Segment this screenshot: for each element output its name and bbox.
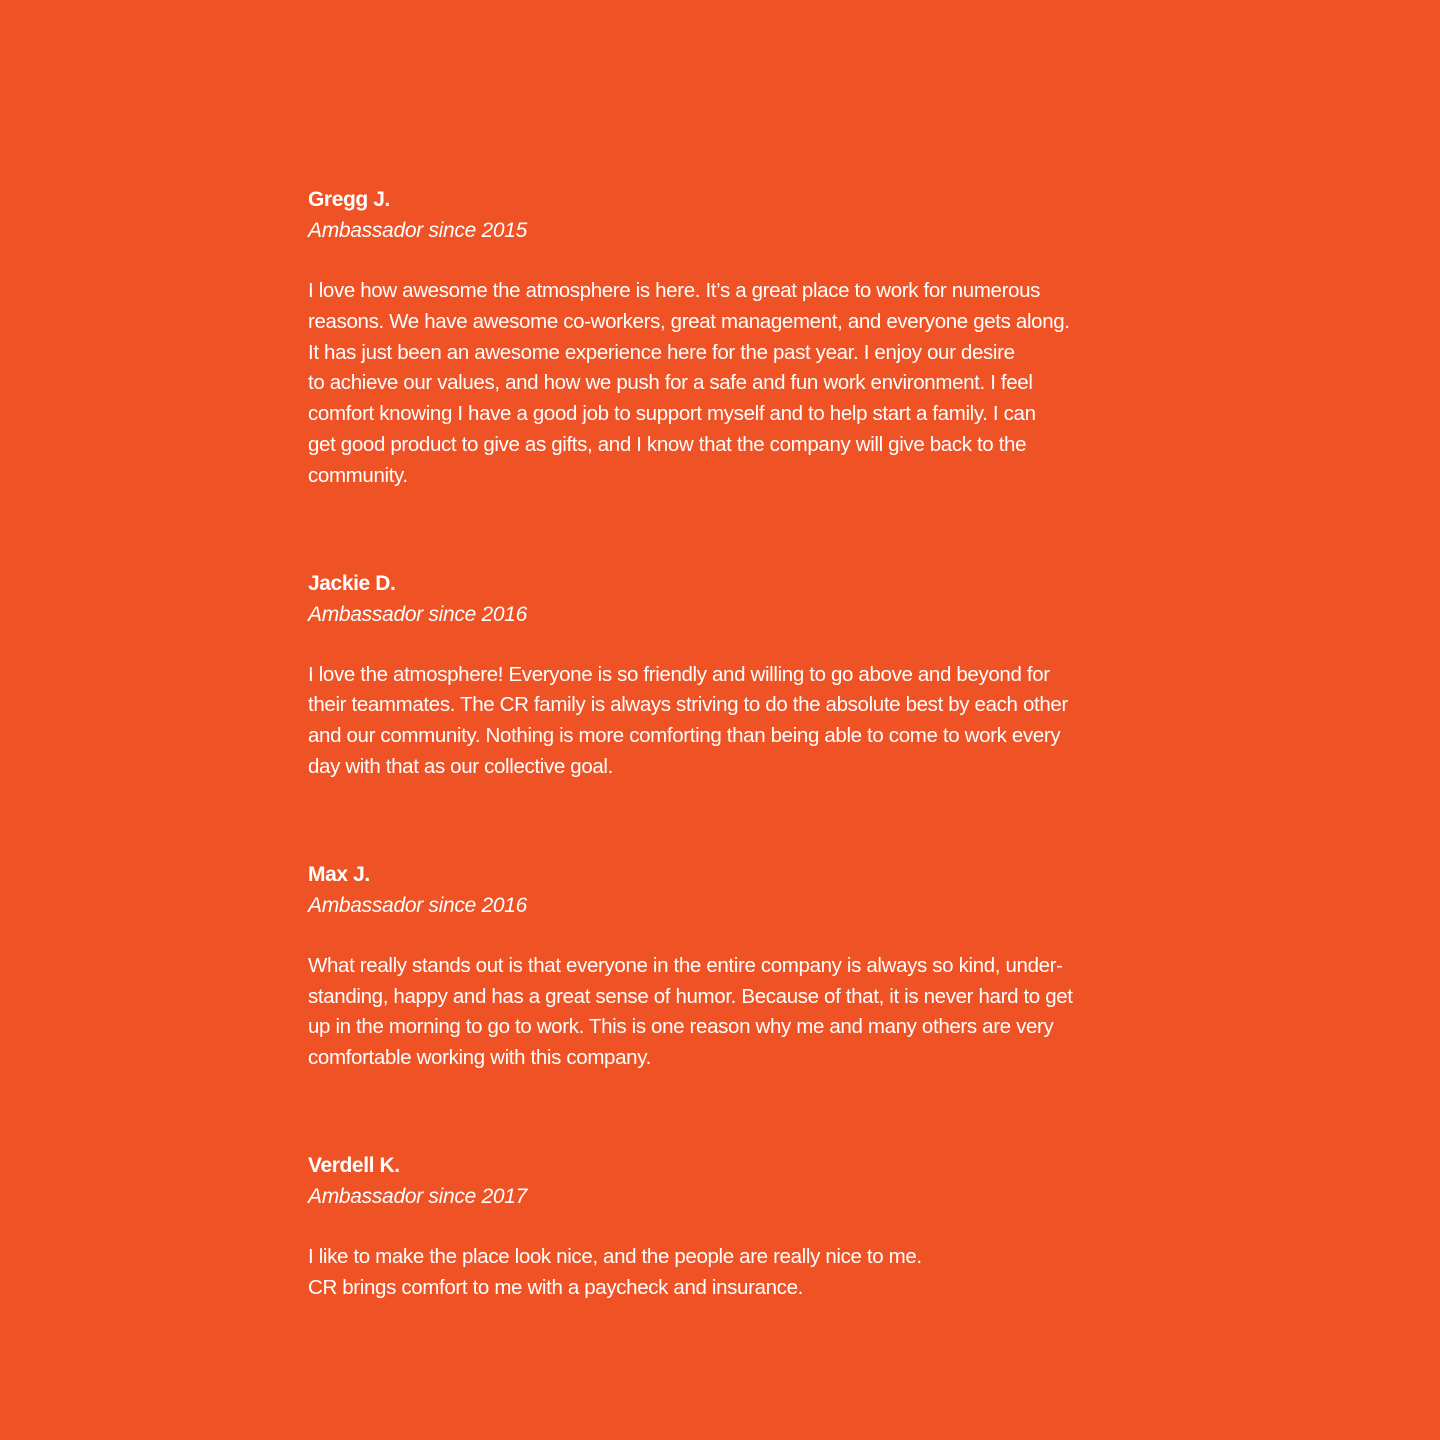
quote-line: I love how awesome the atmosphere is here. It’s a great place to work for numerous [308, 279, 1041, 302]
quote-line: standing, happy and has a great sense of humor. Because of that, it is never hard to get [308, 984, 1073, 1008]
testimonial-since: Ambassador since 2016 [308, 893, 527, 917]
quote-line: It has just been an awesome experience here for the past year. I enjoy our desire [308, 340, 1015, 364]
testimonial-since: Ambassador since 2017 [308, 1184, 527, 1208]
testimonials-list [308, 184, 1138, 1304]
testimonial-name: Gregg J. [308, 188, 390, 211]
testimonial-jackie [308, 568, 1138, 783]
testimonial-max [308, 859, 1138, 1074]
quote-line: up in the morning to go to work. This is one reason why me and many others are very [308, 1015, 1054, 1039]
testimonial-quote [308, 660, 1138, 783]
testimonial-quote [308, 276, 1138, 492]
quote-line: their teammates. The CR family is always striving to do the absolute best by each other [308, 693, 1068, 717]
quote-line: comfortable working with this company. [308, 1046, 651, 1070]
quote-line: What really stands out is that everyone in the entire company is always so kind, under- [308, 953, 1063, 977]
testimonial-gregg [308, 184, 1138, 492]
testimonial-quote [308, 1242, 1138, 1304]
testimonial-verdell [308, 1150, 1138, 1304]
testimonial-name: Jackie D. [308, 571, 396, 595]
quote-line: get good product to give as gifts, and I know that the company will give back to the [308, 432, 1027, 456]
testimonial-since: Ambassador since 2015 [308, 219, 527, 242]
quote-line: day with that as our collective goal. [308, 754, 613, 778]
quote-line: reasons. We have awesome co-workers, great management, and everyone gets along. [308, 309, 1070, 333]
quote-line: and our community. Nothing is more comforting than being able to come to work every [308, 724, 1061, 748]
testimonial-name: Verdell K. [308, 1153, 400, 1177]
quote-line: comfort knowing I have a good job to support myself and to help start a family. I can [308, 402, 1036, 426]
quote-line: I love the atmosphere! Everyone is so friendly and willing to go above and beyond for [308, 662, 1050, 686]
quote-line: to achieve our values, and how we push for a safe and fun work environment. I feel [308, 371, 1033, 395]
testimonial-quote [308, 951, 1138, 1074]
quote-line: CR brings comfort to me with a paycheck and insurance. [308, 1275, 803, 1299]
testimonial-name: Max J. [308, 862, 370, 886]
testimonial-since: Ambassador since 2016 [308, 602, 527, 626]
quote-line: community. [308, 463, 408, 487]
quote-line: I like to make the place look nice, and the people are really nice to me. [308, 1244, 922, 1268]
